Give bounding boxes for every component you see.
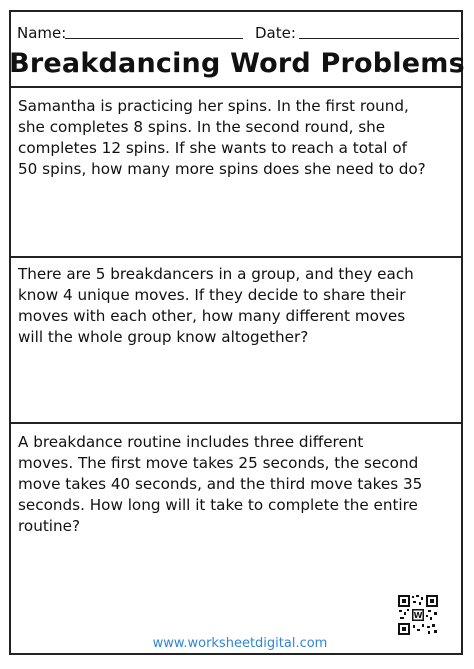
problem-2 [18, 264, 462, 348]
problem-divider [9, 422, 463, 424]
header-row [17, 24, 457, 44]
name-line [65, 38, 243, 39]
problem-line: routine? [18, 517, 81, 535]
website-link[interactable]: www.worksheetdigital.com [152, 636, 328, 651]
problem-line: completes 12 spins. If she wants to reach a total of [18, 139, 407, 157]
date-line [299, 38, 459, 39]
problem-line: moves. The first move takes 25 seconds, the second [18, 454, 419, 472]
problem-line: move takes 40 seconds, and the third move takes 35 [18, 475, 423, 493]
problem-line: A breakdance routine includes three different [18, 433, 364, 451]
problem-1 [18, 96, 462, 180]
problem-line: 50 spins, how many more spins does she need to do? [18, 160, 426, 178]
problem-divider [9, 256, 463, 258]
title-divider [9, 86, 463, 88]
problem-line: seconds. How long will it take to complete the entire [18, 496, 418, 514]
problem-line: know 4 unique moves. If they decide to share their [18, 286, 406, 304]
page-title: Breakdancing Word Problems [9, 48, 465, 79]
qr-code-icon [397, 594, 439, 636]
problem-line: will the whole group know altogether? [18, 328, 309, 346]
problem-line: There are 5 breakdancers in a group, and they each [18, 265, 414, 283]
problem-line: Samantha is practicing her spins. In the first round, [18, 97, 409, 115]
problem-3 [18, 432, 462, 537]
problem-line: she completes 8 spins. In the second round, she [18, 118, 386, 136]
qr-center-letter: W [413, 611, 423, 620]
name-label: Name: [17, 24, 67, 42]
problem-line: moves with each other, how many different moves [18, 307, 406, 325]
date-label: Date: [255, 24, 296, 42]
